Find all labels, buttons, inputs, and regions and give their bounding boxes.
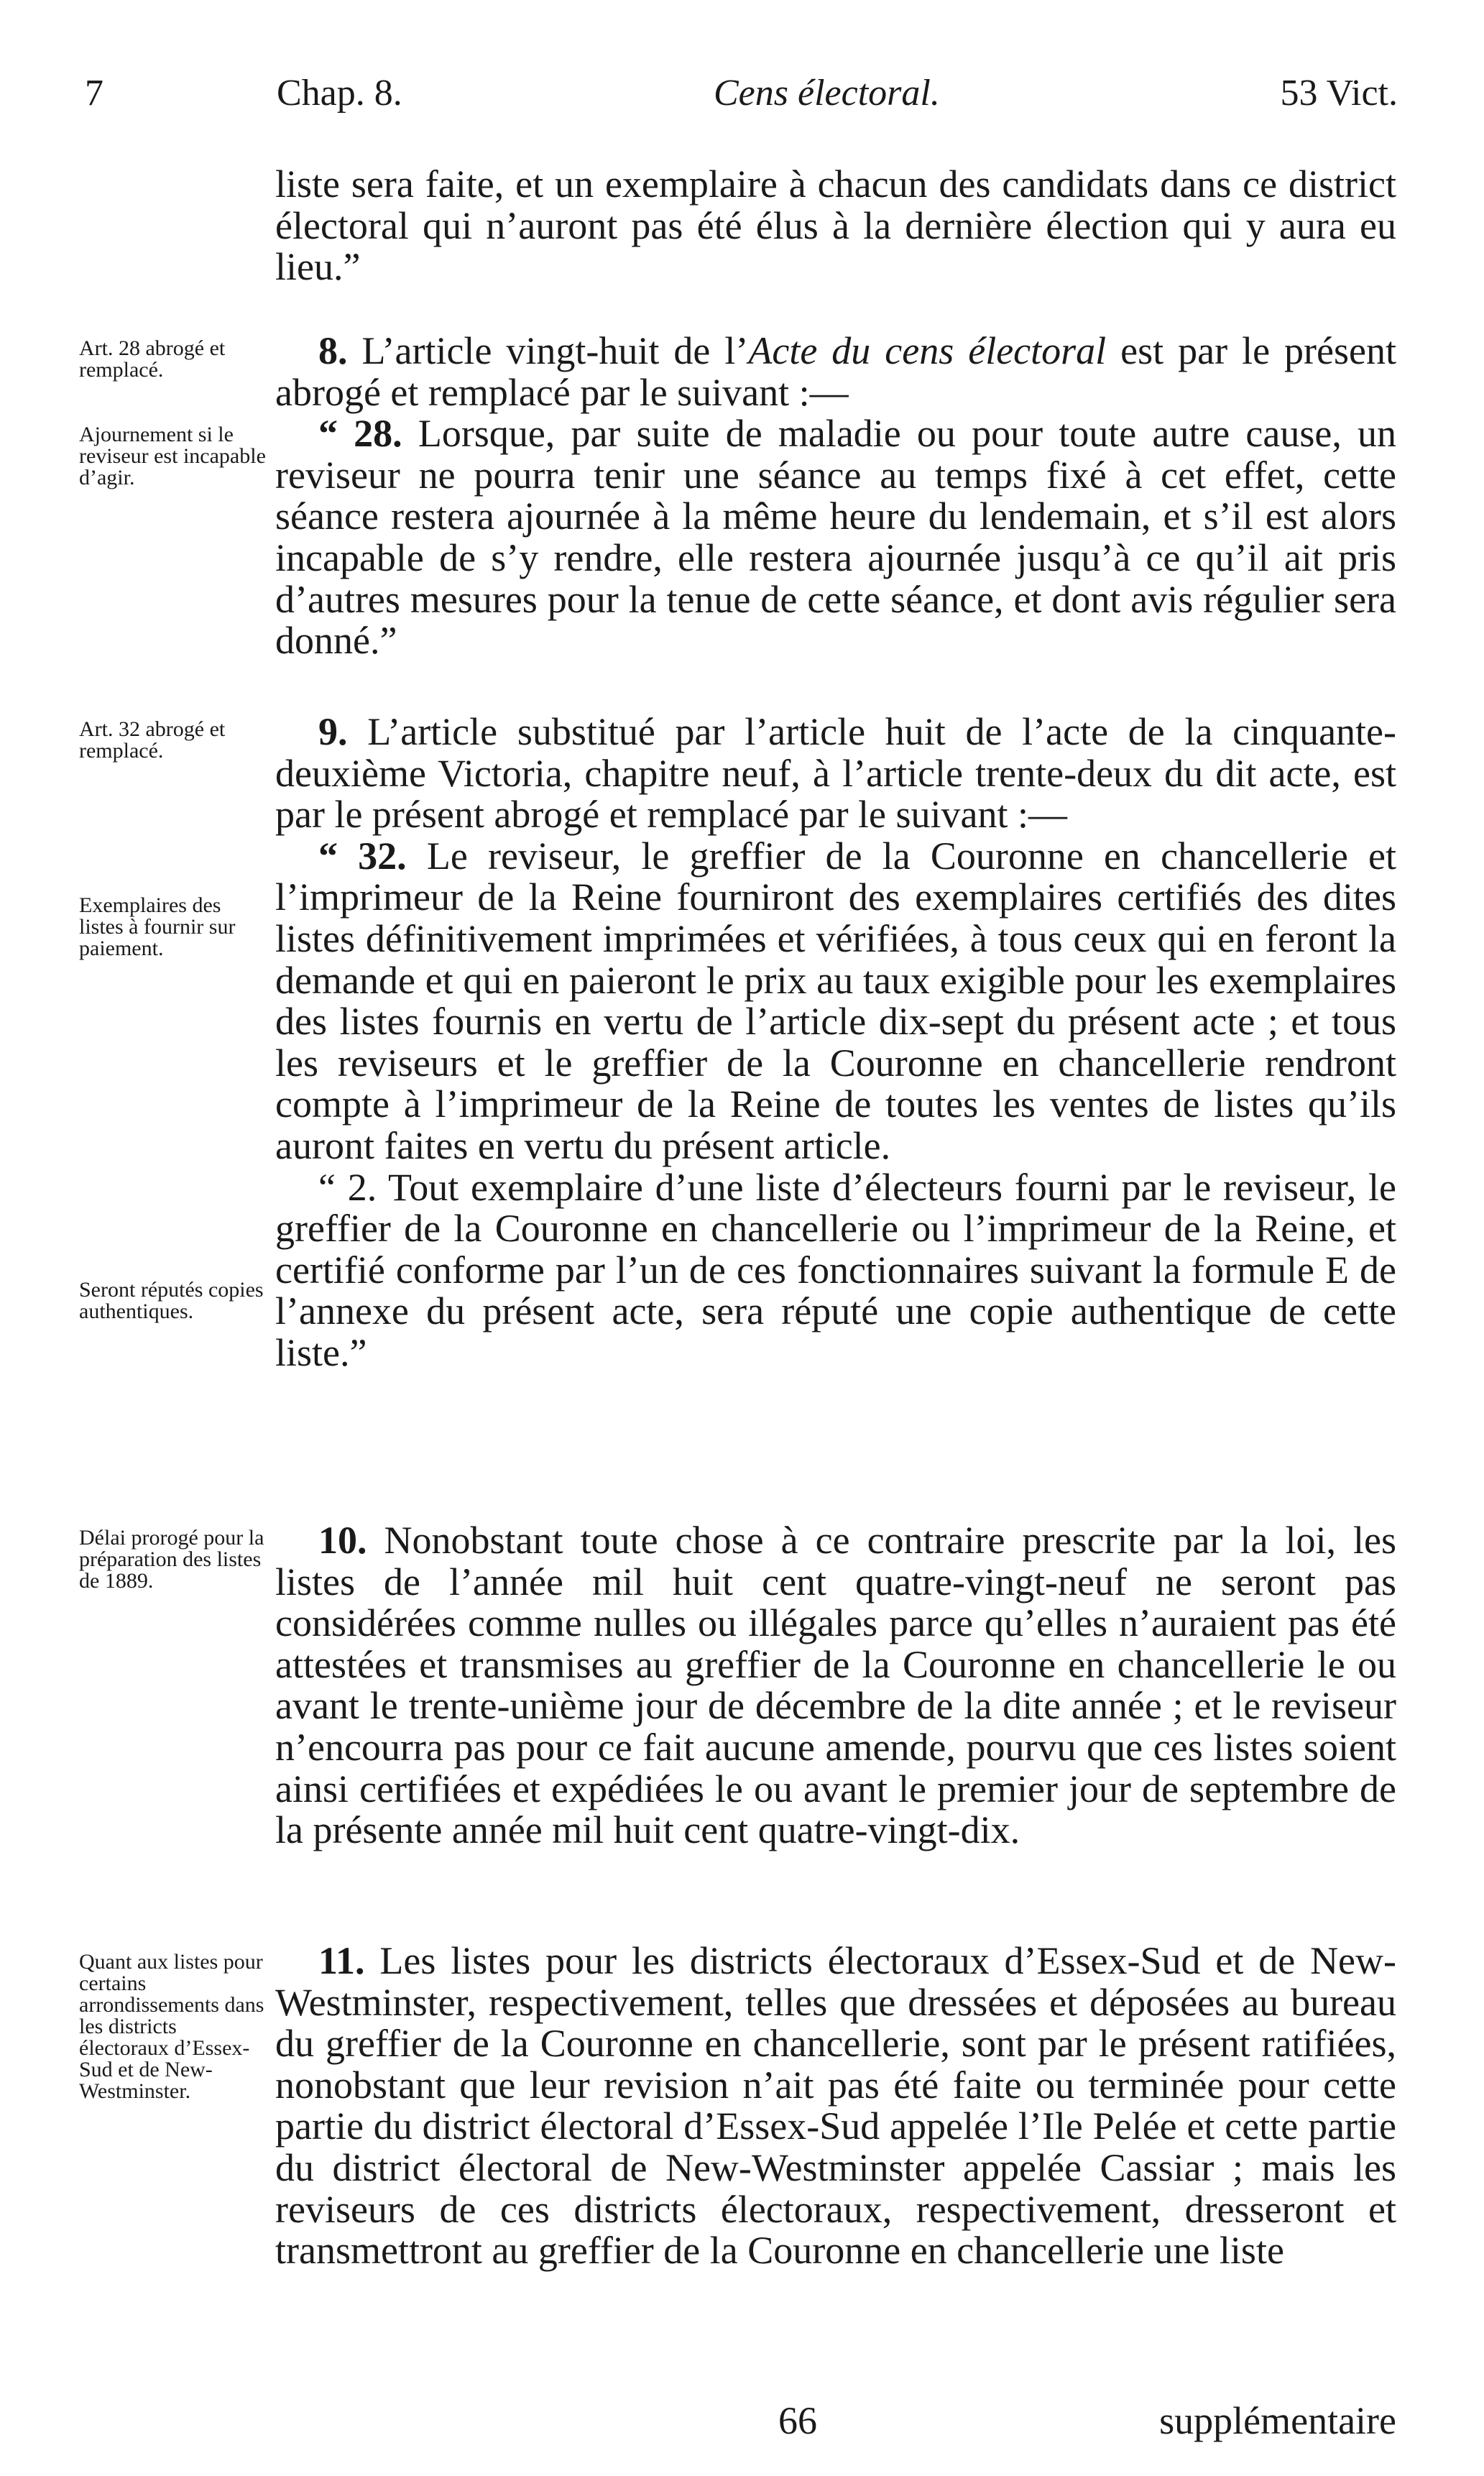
regnal-year: 53 Vict. [1280, 73, 1398, 114]
page-number: 7 [85, 73, 103, 114]
folio-number: 66 [778, 2399, 817, 2442]
section-11-text: Les listes pour les districts électoraux d’Essex-Sud et de New-Westminster, respectivement, telles que dressées et déposées au bureau du greffier de la Couronne en chancellerie, sont par le présent ratifiées, nonobstant que leur revision n’ait pas été faite ou terminée pour cette partie du district électoral d’Essex-Sud appelée l’Ile Pelée et cette partie du district électoral de New-Westminster appelée Cassiar ; mais les reviseurs de ces districts électoraux, respectivement, dresseront et transmettront au greffier de la Couronne en chancellerie une liste [275, 1939, 1397, 2273]
catchword: supplémentaire [1159, 2399, 1396, 2442]
section-8-paragraph [275, 331, 1396, 413]
act-title: Acte du cens électoral [748, 329, 1107, 372]
page-footer [275, 2399, 1396, 2445]
section-9-paragraph [275, 712, 1396, 836]
margin-note-ajournement: Ajournement si le reviseur est incapable d’agir. [79, 423, 266, 489]
chapter-label: Chap. 8. [277, 73, 402, 114]
margin-note-exemplaires: Exemplaires des listes à fournir sur paiement. [79, 893, 236, 960]
section-9 [275, 712, 1396, 1374]
section-number: 10. [318, 1519, 367, 1562]
margin-note-copies-authentiques: Seront réputés copies authentiques. [79, 1278, 264, 1323]
section-number: 11. [318, 1939, 365, 1982]
intro-paragraph: liste sera faite, et un exemplaire à chacun des candidats dans ce district électoral qui n’auront pas été élus à la dernière élection qui y aura eu lieu.” [275, 162, 1396, 289]
margin-note-art32: Art. 32 abrogé et remplacé. [79, 717, 226, 763]
section-8-quoted-text: Lorsque, par suite de maladie ou pour toute autre cause, un reviseur ne pourra tenir une séance au temps fixé à cet effet, cette séance restera ajournée à la même heure du lendemain, et s’il est alors incapable de s’y rendre, elle restera ajournée jusqu’à ce qu’il ait pris d’autres mesures pour la tenue de cette séance, et dont avis régulier sera donné.” [275, 412, 1397, 663]
section-10-paragraph [275, 1520, 1396, 1851]
section-8-quoted-paragraph [275, 413, 1396, 662]
quoted-section-number: “ 32. [318, 834, 407, 878]
section-8-text-a: L’article vingt-huit de l’ [361, 329, 749, 372]
section-10 [275, 1520, 1396, 1851]
quoted-section-number: “ 28. [318, 412, 402, 456]
section-8 [275, 331, 1396, 662]
margin-note-essex-westminster: Quant aux listes pour certains arrondissements dans les districts électoraux d’Essex-Sud et de New-Westminster. [79, 1950, 264, 2103]
section-11 [275, 1941, 1396, 2272]
section-9-text: L’article substitué par l’article huit de l’acte de la cinquante-deuxième Victoria, chapitre neuf, à l’article trente-deux du dit acte, est par le présent abrogé et remplacé par le suivant :— [275, 710, 1397, 837]
running-header [0, 72, 1484, 129]
margin-note-delai-proroge: Délai prorogé pour la préparation des listes de 1889. [79, 1526, 264, 1593]
section-number: 8. [318, 329, 348, 372]
intro-block [275, 164, 1396, 288]
section-9-quoted-paragraph [275, 836, 1396, 1167]
section-9-subsection-2: “ 2. Tout exemplaire d’une liste d’électeurs fourni par le reviseur, le greffier de la Couronne en chancellerie ou l’imprimeur de la Reine, et certifié conforme par l’un de ces fonctionnaires suivant la formule E de l’annexe du présent acte, sera réputé une copie authentique de cette liste.” [275, 1165, 1396, 1374]
section-9-quoted-text: Le reviseur, le greffier de la Couronne en chancellerie et l’imprimeur de la Reine fourniront des exemplaires certifiés des dites listes définitivement imprimées et vérifiées, à tous ceux qui en feront la demande et qui en paieront le prix au taux exigible pour les exemplaires des listes fournis en vertu de l’article dix-sept du présent acte ; et tous les reviseurs et le greffier de la Couronne en chancellerie rendront compte à l’imprimeur de la Reine de toutes les ventes de listes qu’ils auront faites en vertu du présent article. [275, 834, 1397, 1167]
margin-note-art28: Art. 28 abrogé et remplacé. [79, 336, 226, 382]
section-8-text-b: est par le présent abrogé et remplacé par le suivant :— [275, 329, 1396, 414]
section-number: 9. [318, 710, 348, 753]
running-title: Cens électoral. [714, 73, 940, 114]
section-11-paragraph [275, 1941, 1396, 2272]
section-10-text: Nonobstant toute chose à ce contraire prescrite par la loi, les listes de l’année mil huit cent quatre-vingt-neuf ne seront pas considérées comme nulles ou illégales parce qu’elles n’auraient pas été attestées et transmises au greffier de la Couronne en chancellerie le ou avant le trente-unième jour de décembre de la dite année ; et le reviseur n’encourra pas pour ce fait aucune amende, pourvu que ces listes soient ainsi certifiées et expédiées le ou avant le premier jour de septembre de la présente année mil huit cent quatre-vingt-dix. [275, 1519, 1396, 1852]
